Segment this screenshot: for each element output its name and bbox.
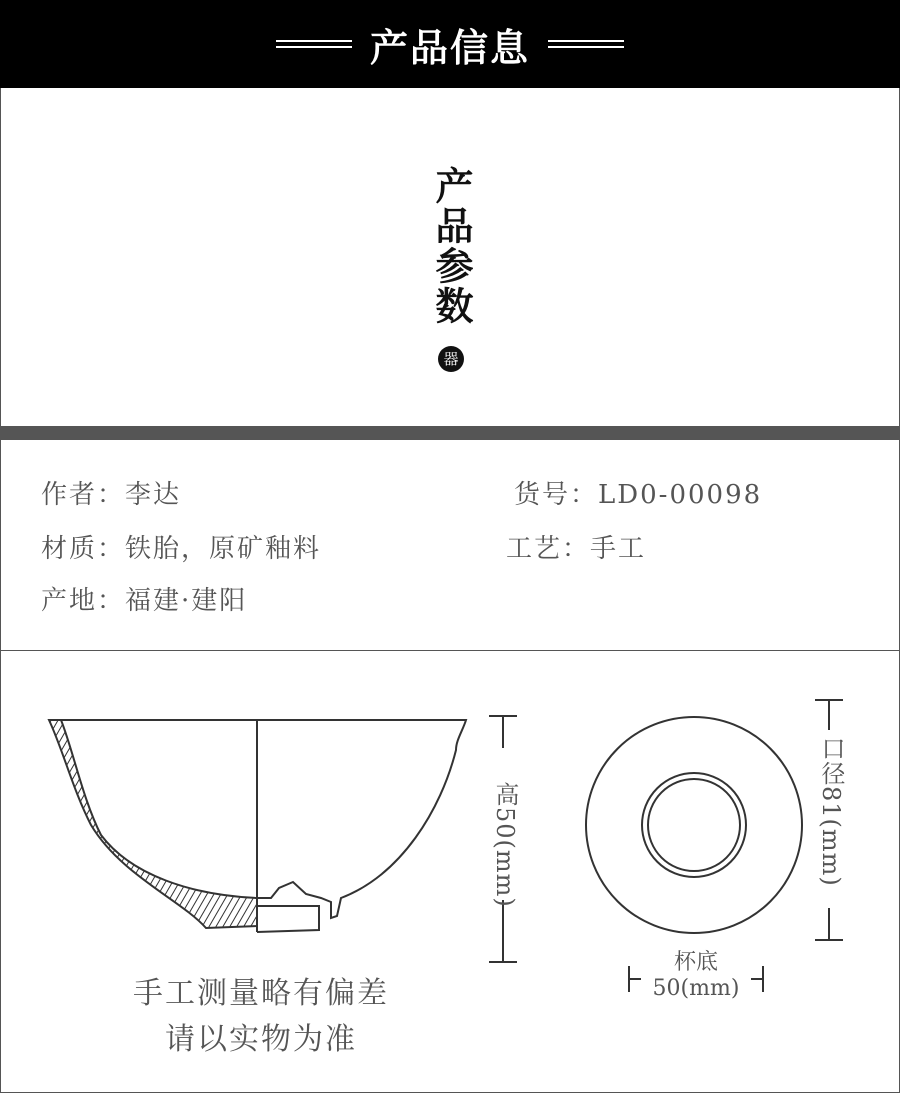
item-number-label: 货号： [514,480,599,510]
base-outer-circle [642,773,746,877]
header-bar [0,0,900,88]
bowl-foot [257,906,319,932]
author-label: 作者： [41,480,126,510]
bowl-cross-section [49,720,466,932]
origin-row [41,580,247,617]
base-label [641,950,751,1002]
material-row [41,528,321,565]
header-right-rule [548,40,624,48]
craft-row [506,528,646,565]
base-inner-circle [648,779,740,871]
base-label-title: 杯底 [673,950,718,975]
origin-label: 产地： [41,586,126,616]
height-label: 高50(mm) [491,782,519,908]
measurement-note-line1: 手工测量略有偏差 [133,976,389,1011]
seal-icon: 器 [438,346,464,372]
header-title: 产品信息 [369,24,530,70]
info-panel [0,440,900,651]
item-number-value: LD0-00098 [598,480,763,510]
dimensions-panel [0,650,900,1093]
measurement-note-line2: 请以实物为准 [165,1022,357,1057]
header-left-rule [276,40,352,48]
bowl-wall-hatched [49,720,257,928]
params-title-panel [0,88,900,426]
diameter-label: 口径81(mm) [817,736,845,887]
material-value: 铁胎，原矿釉料 [125,534,322,564]
material-label: 材质： [41,534,126,564]
params-vertical-title: 产品参数 [429,166,474,326]
item-number-row [514,474,762,511]
rim-circle [586,717,802,933]
author-value: 李达 [125,480,182,510]
base-label-value: 50(mm) [652,976,740,1001]
section-divider [0,426,900,440]
bowl-plan-view [586,717,802,933]
origin-value: 福建·建阳 [125,586,248,616]
craft-label: 工艺： [506,534,591,564]
craft-value: 手工 [590,534,647,564]
author-row [41,474,181,511]
